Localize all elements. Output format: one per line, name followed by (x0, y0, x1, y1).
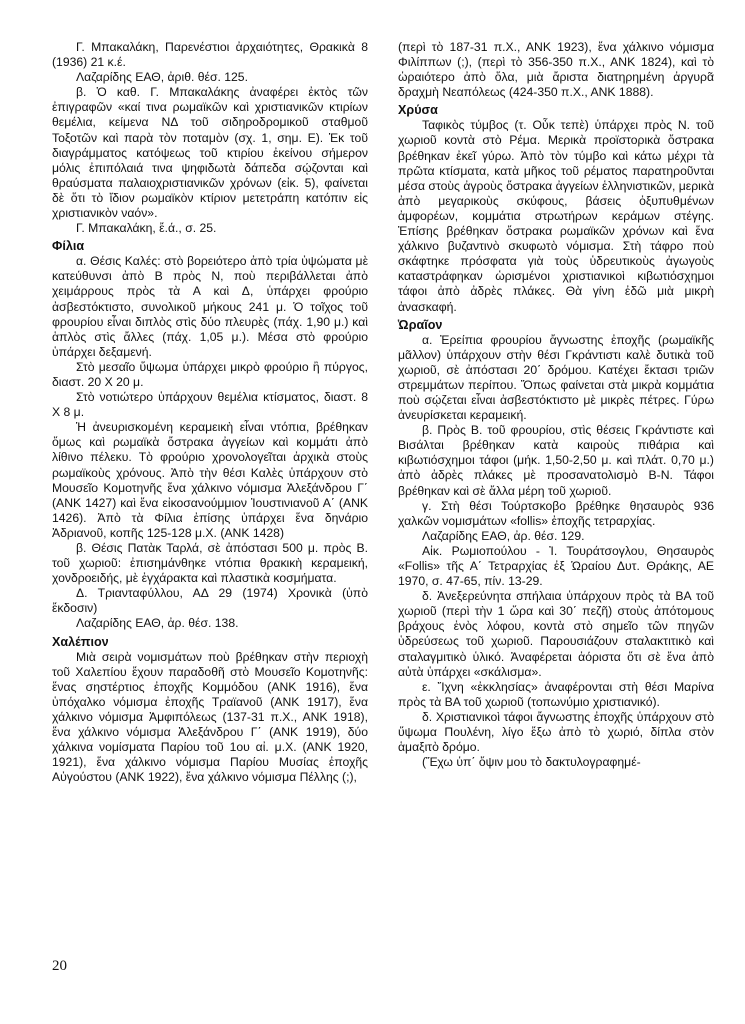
paragraph: ε. Ἴχνη «ἐκκλησίας» ἀναφέρονται στὴ θέσι Μαρίνα πρὸς τὰ ΒΑ τοῦ χωριοῦ (τοπωνύμιο χριστιανικό). (398, 679, 714, 709)
paragraph: Λαζαρίδης ΕΑΘ, ἀρ. θέσ. 129. (422, 528, 585, 543)
paragraph: β. Ὁ καθ. Γ. Μπακαλάκης ἀναφέρει ἐκτὸς τῶν ἐπιγραφῶν «καί τινα ρωμαϊκῶν καὶ χριστιανικῶν κτιρίων θεμέλια, κείμενα ΝΔ τοῦ σιδηροδρομικοῦ σταθμοῦ Τοξοτῶν καὶ παρὰ τὸν ποταμὸν (σχ. 1, σημ. Ε). Ἐκ τοῦ διαγράμματος κατόψεως τοῦ κτιρίου ἐκείνου σήμερον μόλις ἐπιπόλαιά τινα ψηφιδωτὰ δάπεδα σῴζονται καὶ θραύσματα παλαιοχριστιανικῶν χρόνων (εἰκ. 5), φαίνεται δὲ ὅτι τὸ ἴδιον ρωμαϊκὸν κτίριον μετετράπη κατόπιν εἰς χριστιανικὸν ναόν». (52, 85, 368, 221)
paragraph: Γ. Μπακαλάκη, Παρενέστιοι ἀρχαιότητες, Θρακικὰ 8 (1936) 21 κ.έ. (52, 40, 368, 70)
paragraph: Δ. Τριανταφύλλου, ΑΔ 29 (1974) Χρονικὰ (ὑπὸ ἔκδοσιν) (52, 586, 368, 616)
paragraph: α. Θέσις Καλές: στὸ βορειότερο ἀπὸ τρία ὑψώματα μὲ κατεύθυνσι ἀπὸ Β πρὸς Ν, ποὺ περιβάλλεται ἀπὸ χειμάρρους πρὸς τὰ Α καὶ Δ, ὑπάρχει φρούριο ἀσβεστόκτιστο, συνολικοῦ μήκους 241 μ. Ὁ τοῖχος τοῦ φρουρίου εἶναι διπλὸς στὶς δύο πλευρὲς (πάχ. 1,90 μ.) καὶ ἁπλὸς στὶς ἄλλες (πάχ. 1,05 μ.). Μέσα στὸ φρούριο ὑπάρχει δεξαμενή. (52, 254, 368, 359)
paragraph: β. Πρὸς Β. τοῦ φρουρίου, στὶς θέσεις Γκράντιστε καὶ Βισάλται βρέθηκαν κατὰ καιροὺς πιθάρια καὶ κιβωτιόσχημοι τάφοι (μήκ. 1,50-2,50 μ. καὶ πλάτ. 0,70 μ.) ἀπὸ ἀδρὲς πλάκες μὲ προσανατολισμὸ Β-Ν. Τάφοι βρέθηκαν καὶ σὲ ἄλλα μέρη τοῦ χωριοῦ. (398, 423, 714, 498)
paragraph: δ. Χριστιανικοὶ τάφοι ἄγνωστης ἐποχῆς ὑπάρχουν στὸ ὕψωμα Πουλένη, λίγο ἔξω ἀπὸ τὸ χωριό, δίπλα στὸν ἁμαξιτὸ δρόμο. (398, 709, 714, 755)
section-heading: Ὡραῖον (398, 317, 443, 332)
paragraph: α. Ἐρείπια φρουρίου ἄγνωστης ἐποχῆς (ρωμαϊκῆς μᾶλλον) ὑπάρχουν στὴν θέσι Γκράντιστι καλὲ δυτικὰ τοῦ χωριοῦ, σὲ ἀπόστασι 20΄ δρόμου. Κατέχει ἔκτασι τριῶν στρεμμάτων περίπου. Ὅπως φαίνεται στὰ μικρὰ κομμάτια ποὺ σῴζεται εἶναι ἀσβεστόκτιστο μὲ μικρὲς πέτρες. Γύρω ἀνευρίσκεται κεραμεική. (398, 332, 714, 423)
paragraph: Γ. Μπακαλάκη, ἔ.ά., σ. 25. (76, 221, 217, 236)
paragraph: Στὸ μεσαῖο ὕψωμα ὑπάρχει μικρὸ φρούριο ἢ πύργος, διαστ. 20 Χ 20 μ. (52, 359, 368, 389)
section-heading: Χαλέπιον (52, 634, 109, 649)
paragraph: Ταφικὸς τύμβος (τ. Οὖκ τεπὲ) ὑπάρχει πρὸς Ν. τοῦ χωριοῦ κοντὰ στὸ Ρέμα. Μερικὰ προϊστορικὰ ὄστρακα βρέθηκαν ἐκεῖ γύρω. Ἀπὸ τὸν τύμβο καὶ κάτω μέχρι τὰ πρῶτα κτίσματα, κατὰ μῆκος τοῦ ρέματος παρατηροῦνται μέσα στοὺς ἀγροὺς ὄστρακα ἀγγείων ἑλληνιστικῶν, μερικὰ ἀπὸ μεγαρικοὺς σκύφους, βάσεις ὀξυπυθμένων ἀμφορέων, κομμάτια στρωτήρων κεράμων στέγης. Ἐπίσης βρέθηκαν ὄστρακα ρωμαϊκῶν χρόνων καὶ ἕνα χάλκινο βυζαντινὸ σκυφωτὸ νόμισμα. Στὴ τάφρο ποὺ σκάφτηκε πρόσφατα γιὰ τοὺς ὑδρευτικοὺς ἀγωγοὺς καταστράφηκαν ὡρισμένοι χριστιανικοὶ κιβωτιόσχημοι τάφοι ἀπὸ ἀδρὲς πλάκες. Θὰ γίνη ἐδῶ μιὰ μικρὴ ἀνασκαφή. (398, 118, 714, 314)
section-heading: Χρύσα (398, 103, 438, 118)
paragraph: Λαζαρίδης ΕΑΘ, ἀρ. θέσ. 138. (76, 616, 239, 631)
page-number: 20 (52, 958, 67, 974)
paragraph: δ. Ἀνεξερεύνητα σπήλαια ὑπάρχουν πρὸς τὰ ΒΑ τοῦ χωριοῦ (περὶ τὴν 1 ὥρα καὶ 30΄ πεζῆ) στοὺς ἀπότομους βράχους ἑνὸς λόφου, κοντὰ στὸ σημεῖο τῶν πηγῶν ὑδρεύσεως τοῦ χωριοῦ. Παρουσιάζουν σταλακτιτικὸ καὶ σταλαγμιτικὸ ὑλικό. Ἀναφέρεται ἀόριστα ὅτι σὲ ἕνα ἀπὸ αὐτὰ ὑπάρχει «σκάλισμα». (398, 589, 714, 679)
paragraph: (περὶ τὸ 187-31 π.Χ., ΑΝΚ 1923), ἕνα χάλκινο νόμισμα Φιλίππων (;), (περὶ τὸ 356-350 π.Χ., ΑΝΚ 1824), καὶ τὸ ὡραιότερο ἀπὸ ὅλα, μιὰ ἄριστα διατηρημένη ἀργυρᾶ δραχμὴ Νεαπόλεως (424-350 π.Χ., ΑΝΚ 1888). (398, 40, 714, 100)
paragraph: Στὸ νοτιώτερο ὑπάρχουν θεμέλια κτίσματος, διαστ. 8 Χ 8 μ. (52, 390, 368, 420)
paragraph: Λαζαρίδης ΕΑΘ, ἀριθ. θέσ. 125. (76, 70, 248, 85)
section-heading: Φίλια (52, 239, 85, 254)
right-column (398, 40, 714, 770)
paragraph: Ἡ ἀνευρισκομένη κεραμεικὴ εἶναι ντόπια, βρέθηκαν ὅμως καὶ ρωμαϊκὰ ὄστρακα ἀγγείων καὶ κομμάτι ἀπὸ λίθινο πέλεκυ. Τὸ φρούριο χρονολογεῖται ἀρχικὰ στοὺς ρωμαϊκοὺς χρόνους. Ἀπὸ τὴν θέσι Καλὲς ὑπάρχουν στὸ Μουσεῖο Κομοτηνῆς ἕνα χάλκινο νόμισμα Ἀλεξάνδρου Γ΄ (ΑΝΚ 1427) καὶ ἕνα εἰκοσανούμμιον Ἰουστινιανοῦ Α΄ (ΑΝΚ 1426). Ἀπὸ τὰ Φίλια ἐπίσης ὑπάρχει ἕνα δηνάριο Ἀδριανοῦ, κοπῆς 125-128 μ.Χ. (ΑΝΚ 1428) (52, 420, 368, 540)
paragraph: β. Θέσις Πατὰκ Ταρλά, σὲ ἀπόστασι 500 μ. πρὸς Β. τοῦ χωριοῦ: ἐπισημάνθηκε ντόπια θρακικὴ κεραμεική, χονδροειδής, μὲ ἐγχάρακτα καὶ πλαστικὰ κοσμήματα. (52, 541, 368, 586)
paragraph: Αἰκ. Ρωμιοπούλου - Ἰ. Τουράτσογλου, Θησαυρὸς «Follis» τῆς Α΄ Τετραρχίας ἐξ Ὡραίου Δυτ. Θράκης, ΑΕ 1970, σ. 47-65, πίν. 13-29. (398, 543, 714, 589)
paragraph: Μιὰ σειρὰ νομισμάτων ποὺ βρέθηκαν στὴν περιοχὴ τοῦ Χαλεπίου ἔχουν παραδοθῆ στὸ Μουσεῖο Κομοτηνῆς: ἕνας σηστέρτιος ἐποχῆς Κομμόδου (ΑΝΚ 1916), ἕνα ὑπόχαλκο νόμισμα ἐποχῆς Τραϊανοῦ (ΑΝΚ 1917), ἕνα χάλκινο νόμισμα Ἀμφιπόλεως (137-31 π.Χ., ΑΝΚ 1918), ἕνα χάλκινο νόμισμα Ἀλεξάνδρου Γ΄ (ΑΝΚ 1919), δύο χάλκινα νομίσματα Παρίου τοῦ 1ου αἰ. μ.Χ. (ΑΝΚ 1920, 1921), ἕνα χάλκινο νόμισμα Παρίου Μυσίας ἐποχῆς Αὐγούστου (ΑΝΚ 1922), ἕνα χάλκινο νόμισμα Πέλλης (;), (52, 649, 368, 785)
paragraph: (Ἔχω ὑπ΄ ὄψιν μου τὸ δακτυλογραφημέ- (422, 755, 641, 770)
left-column (52, 40, 368, 785)
paragraph: γ. Στὴ θέσι Τούρτσκοβο βρέθηκε θησαυρὸς 936 χαλκῶν νομισμάτων «follis» ἐποχῆς τετραρχίας. (398, 498, 714, 528)
